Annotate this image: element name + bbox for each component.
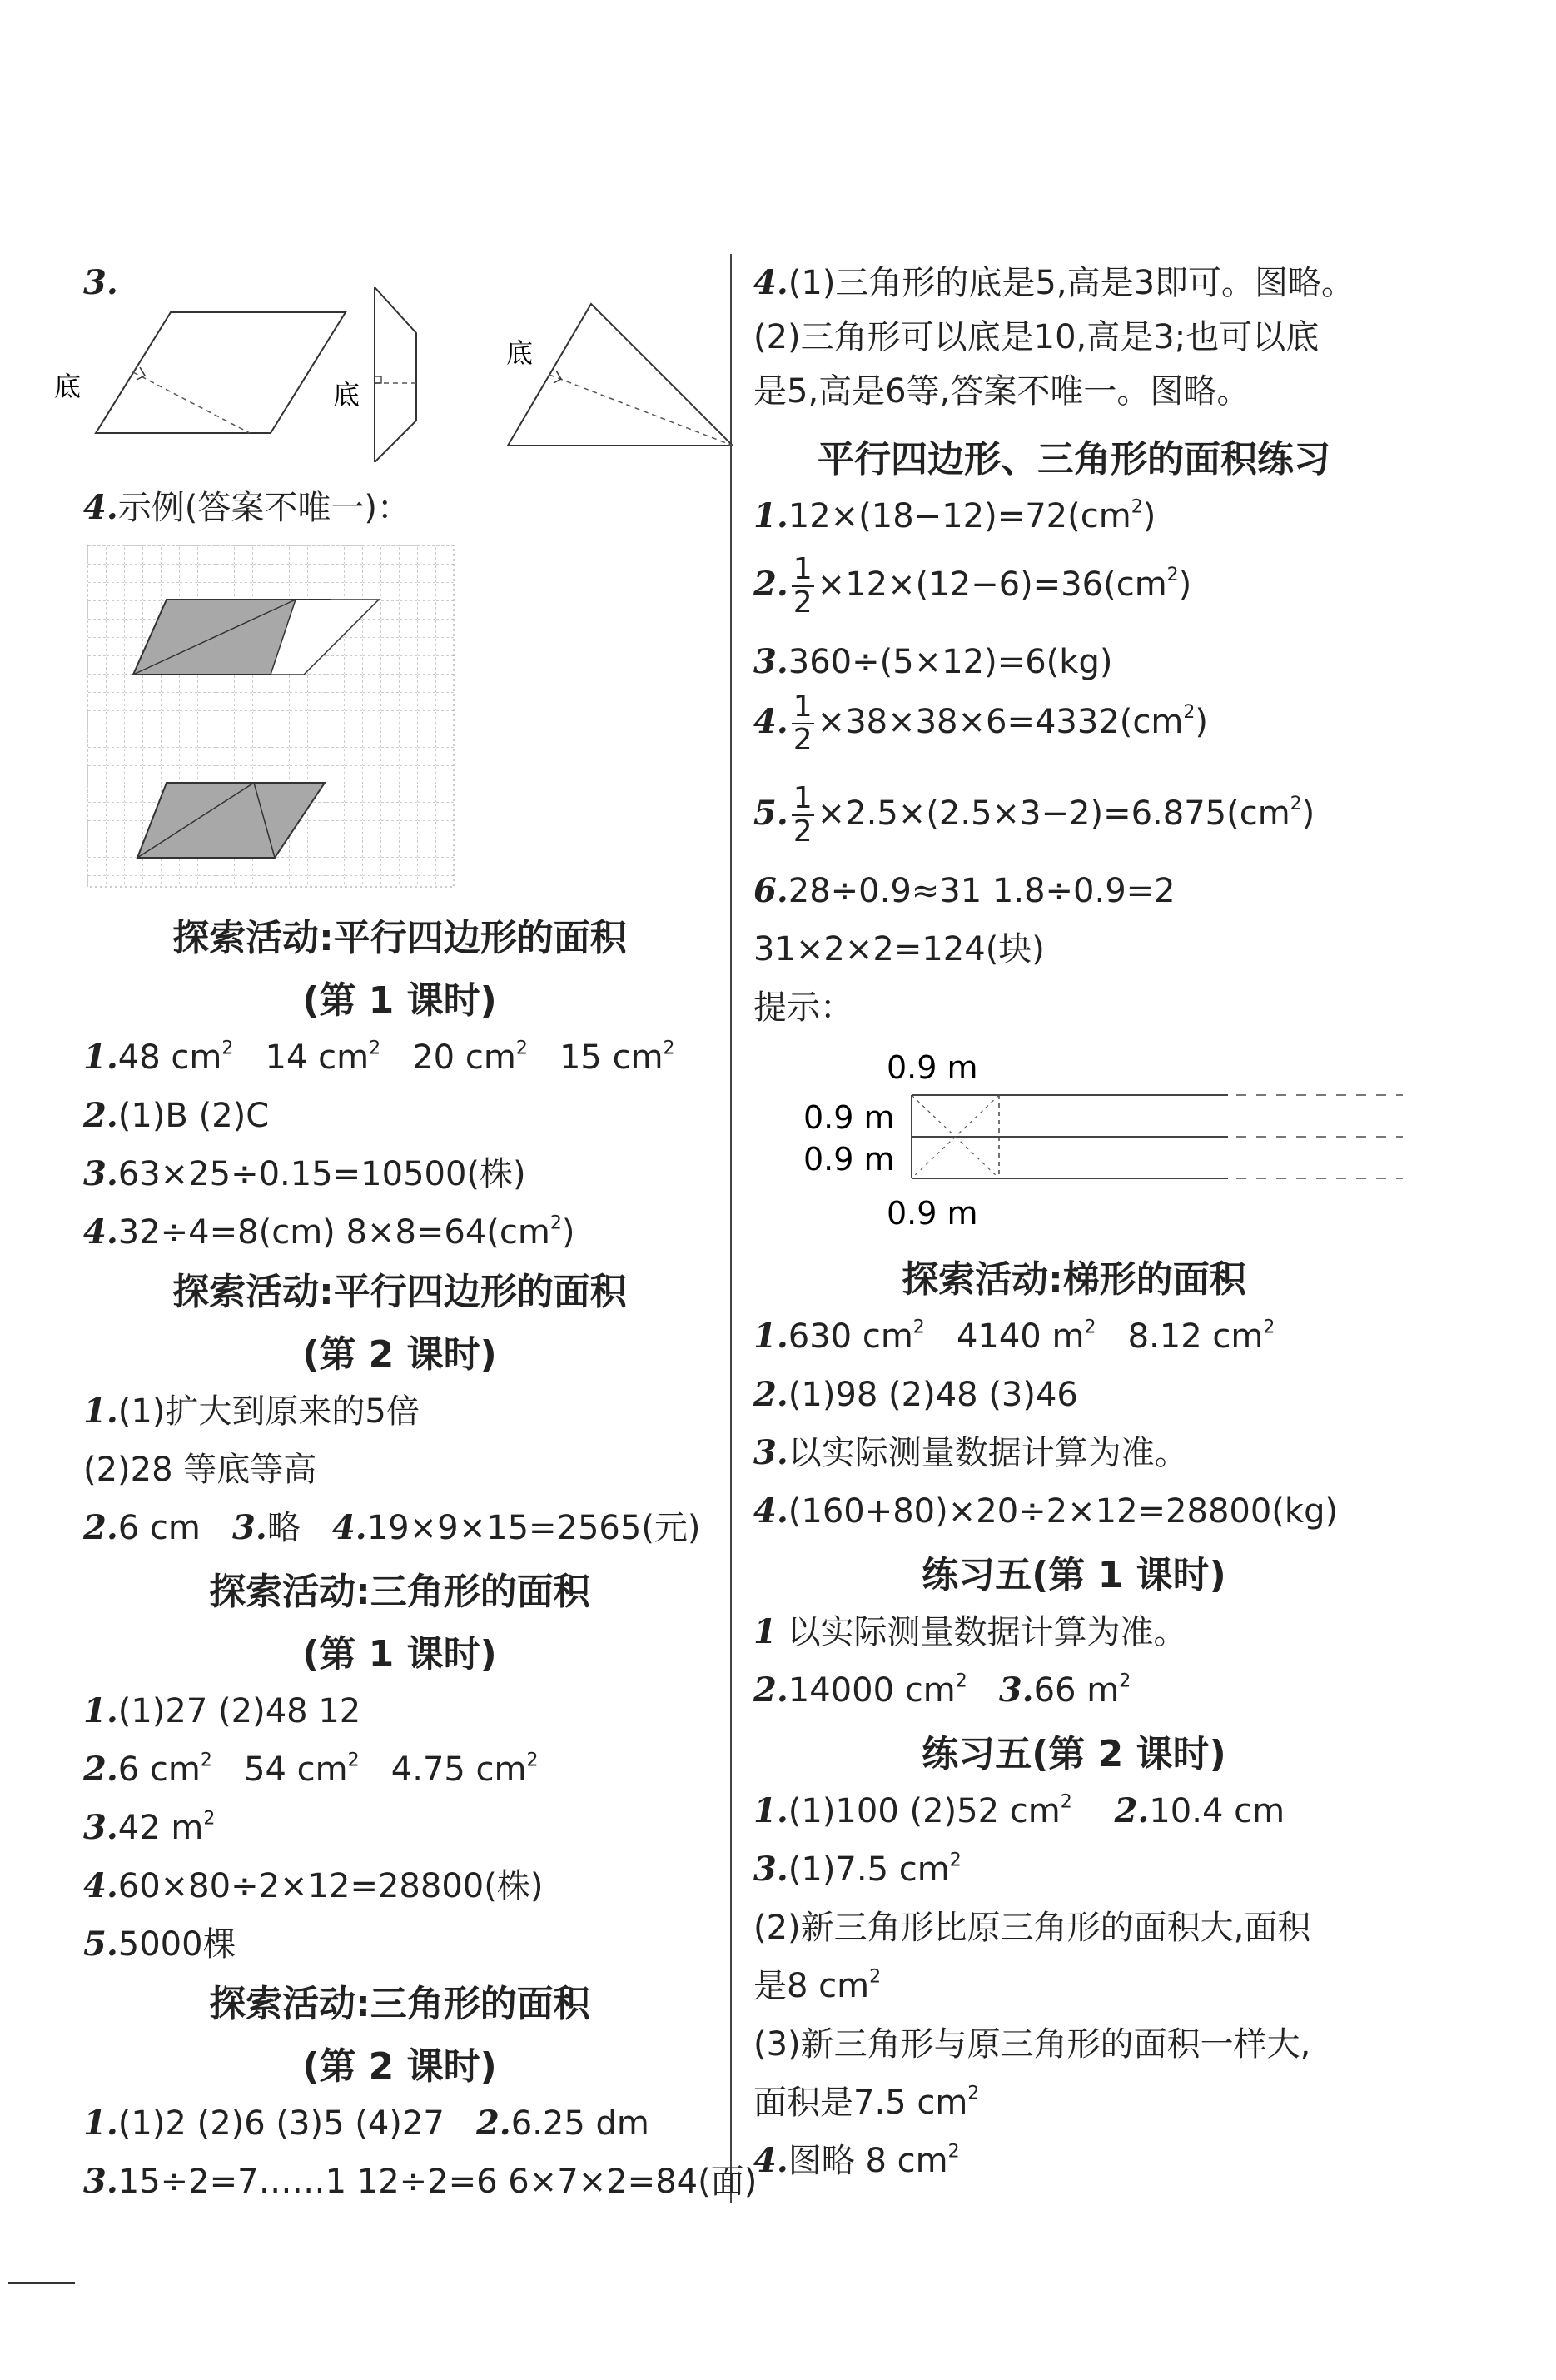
sec4-subtitle: (第 2 课时) xyxy=(302,2045,497,2088)
sec1-title: 探索活动:平行四边形的面积 xyxy=(172,917,627,959)
sec5-hint: 提示： xyxy=(753,988,853,1027)
sec4-title: 探索活动:三角形的面积 xyxy=(209,1983,590,2025)
sec5-answer-5: 5. $\frac{1}{2}$ $\times 2.5\times(2.5\times 3-2)=6.875(cm^2)$ xyxy=(753,781,1315,849)
sec2-answer-2-4: 2.6 cm 3.略 4.19×9×15=2565(元) xyxy=(83,1508,701,1547)
hint-diagram xyxy=(787,1049,1419,1228)
top-answer-4: 4.(1)三角形的底是5,高是3即可。图略。 xyxy=(753,263,1355,302)
dim-bottom: 0.9 m xyxy=(887,1195,978,1228)
column-divider xyxy=(730,254,732,2203)
sec3-answer-4: 4.60×80÷2×12=28800(株) xyxy=(83,1866,544,1905)
fraction-half: $\frac{1}{2}$ xyxy=(793,781,813,849)
sec5-answer-1: $1.12\times(18-12)=72(cm^2)$ xyxy=(753,496,1156,535)
sec2-title: 探索活动:平行四边形的面积 xyxy=(172,1271,627,1313)
base-label-2: 底 xyxy=(333,379,360,411)
sec2-subtitle: (第 2 课时) xyxy=(302,1333,497,1376)
sec8-answer-3b: (2)新三角形比原三角形的面积大,面积 xyxy=(753,1909,1311,1947)
sec3-answer-1: 1.(1)27 (2)48 12 xyxy=(83,1691,361,1730)
triangle-figure xyxy=(506,304,733,446)
sec5-answer-6b: 31×2×2=124(块) xyxy=(753,930,1045,968)
sec7-title: 练习五(第 1 课时) xyxy=(922,1554,1226,1596)
sec8-answer-3e: 面积是7.5 $cm^2$ xyxy=(753,2083,980,2122)
sec3-subtitle: (第 1 课时) xyxy=(302,1633,497,1675)
dim-left-1: 0.9 m xyxy=(803,1099,895,1136)
sec3-title: 探索活动:三角形的面积 xyxy=(209,1571,590,1613)
sec5-title: 平行四边形、三角形的面积练习 xyxy=(818,438,1330,480)
sec6-answer-2: 2.(1)98 (2)48 (3)46 xyxy=(753,1375,1078,1414)
q4-line: 4.示例(答案不唯一)： xyxy=(83,488,410,527)
fraction-half: $\frac{1}{2}$ xyxy=(793,690,813,757)
sec6-answer-3: 3.以实际测量数据计算为准。 xyxy=(753,1433,1188,1472)
sec2-answer-1b: (2)28 等底等高 xyxy=(83,1451,317,1489)
sec6-answer-1: 1.630 $cm^2$ 4140 $m^2$ 8.12 $cm^2$ xyxy=(753,1317,1275,1356)
q3-number: 3. xyxy=(83,263,118,302)
sec6-answer-4: 4.(160+80)×20÷2×12=28800(kg) xyxy=(753,1491,1339,1531)
sec3-answer-2: 2.6 $cm^2$ 54 $cm^2$ 4.75 $cm^2$ xyxy=(83,1750,539,1789)
sec8-answer-3: 3.(1)7.5 $cm^2$ xyxy=(753,1850,962,1889)
sec8-answer-3d: (3)新三角形与原三角形的面积一样大, xyxy=(753,2025,1311,2064)
top-answer-4c: 是5,高是6等,答案不唯一。图略。 xyxy=(753,372,1250,411)
sec7-answer-2-3: 2.14000 $cm^2$ 3.66 $m^2$ xyxy=(753,1670,1131,1710)
sec4-answer-3: 3.15÷2=7……1 12÷2=6 6×7×2=84(面) xyxy=(83,2162,758,2201)
sec5-answer-2: 2. $\frac{1}{2}$ $\times 12\times(12-6)=36(cm^2)$ xyxy=(753,552,1192,620)
sec7-answer-1: 1 以实际测量数据计算为准。 xyxy=(753,1612,1187,1651)
parallelogram-figure xyxy=(54,312,346,433)
sec5-answer-6: 6.28÷0.9≈31 1.8÷0.9=2 xyxy=(753,871,1176,910)
dim-top: 0.9 m xyxy=(887,1049,978,1086)
sec8-answer-4: 4.图略 8 $cm^2$ xyxy=(753,2141,960,2180)
sec3-answer-5: 5.5000棵 xyxy=(83,1924,236,1964)
sec3-answer-3: 3.42 $m^2$ xyxy=(83,1808,216,1847)
footer-ornament xyxy=(8,2282,75,2284)
sec1-answer-4: 4.32÷4=8(cm) $8\times 8=64(cm^2)$ xyxy=(83,1212,575,1252)
sec2-answer-1: 1.(1)扩大到原来的5倍 xyxy=(83,1392,420,1431)
sec1-answer-1: 1.48 $cm^2$ 14 $cm^2$ 20 $cm^2$ 15 $cm^2$ xyxy=(83,1038,675,1077)
q3-figures xyxy=(50,287,733,462)
sec6-title: 探索活动:梯形的面积 xyxy=(902,1258,1246,1301)
sec5-answer-4: 4. $\frac{1}{2}$ $\times 38\times 38\times 6=4332(cm^2)$ xyxy=(753,690,1208,757)
sec8-title: 练习五(第 2 课时) xyxy=(922,1733,1226,1775)
sec1-answer-3: 3.63×25÷0.15=10500(株) xyxy=(83,1154,526,1193)
dim-left-2: 0.9 m xyxy=(803,1141,895,1178)
sec1-answer-2: 2.(1)B (2)C xyxy=(83,1096,270,1135)
base-label-3: 底 xyxy=(506,337,534,369)
sec8-answer-3c: 是8 $cm^2$ xyxy=(753,1966,882,2005)
sec4-answer-1: 1.(1)2 (2)6 (3)5 (4)27 2.6.25 dm xyxy=(83,2104,649,2143)
sec5-answer-3: 3.360÷(5×12)=6(kg) xyxy=(753,642,1113,681)
fraction-half: $\frac{1}{2}$ xyxy=(793,552,813,620)
base-label-1: 底 xyxy=(54,371,82,402)
sec1-subtitle: (第 1 课时) xyxy=(302,979,497,1022)
grid-figure xyxy=(87,545,462,895)
sec8-answer-1-2: 1.(1)100 (2)52 $cm^2$ 2.10.4 cm xyxy=(753,1791,1285,1830)
top-answer-4b: (2)三角形可以底是10,高是3;也可以底 xyxy=(753,318,1320,356)
